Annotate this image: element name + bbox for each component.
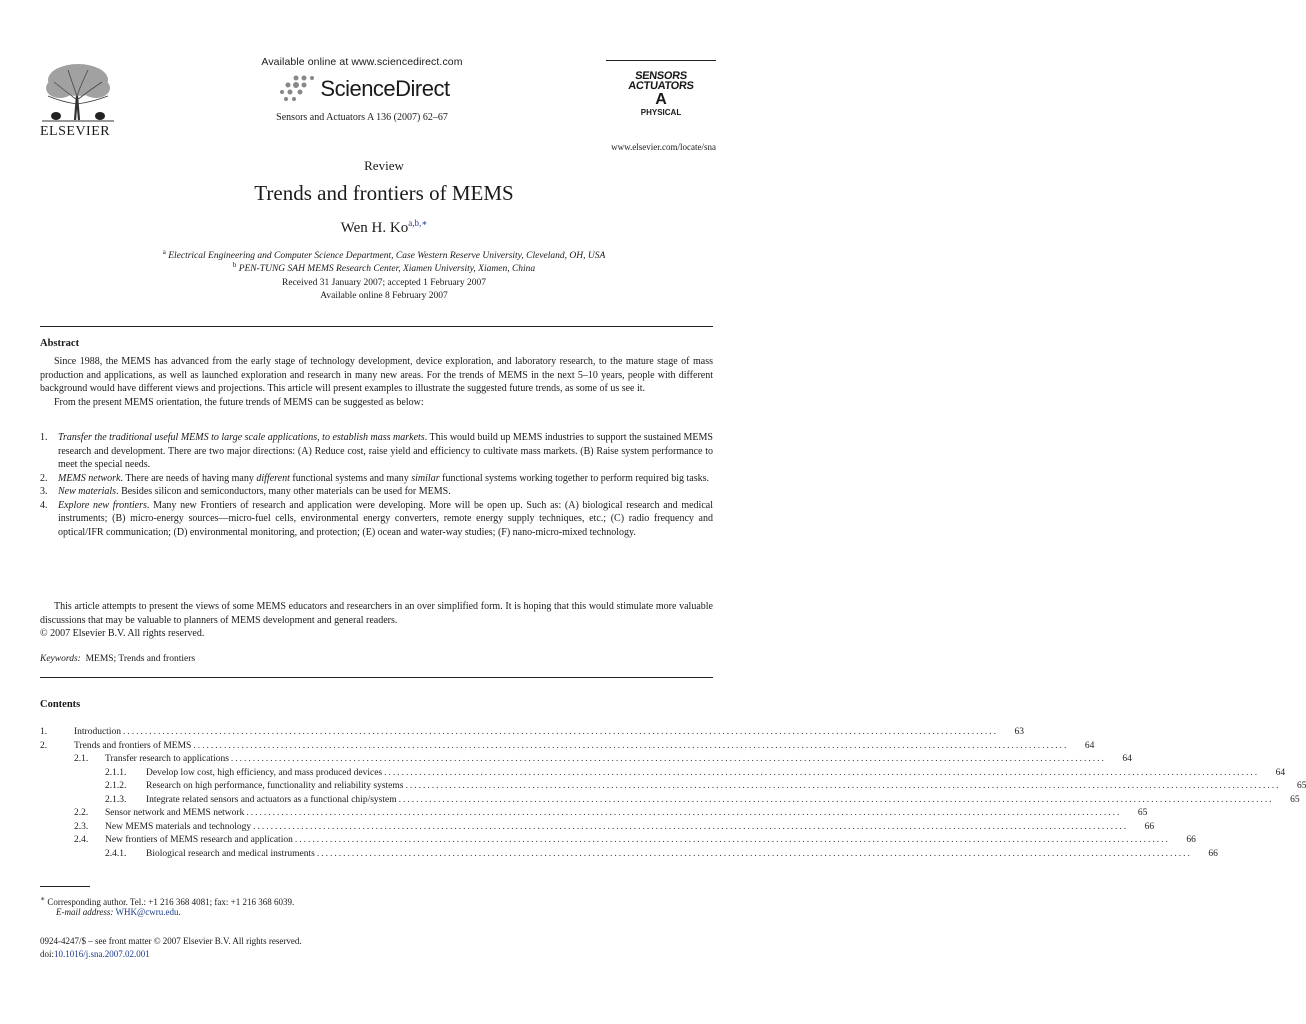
toc-entry[interactable] — [40, 754, 1132, 768]
toc-entry[interactable] — [40, 808, 1148, 822]
list-emphasis: similar — [411, 472, 440, 484]
abstract-heading: Abstract — [40, 338, 80, 349]
toc-number: 2.1.3. — [105, 794, 127, 805]
table-of-contents — [40, 727, 1306, 862]
email-label: E-mail address: — [56, 907, 114, 917]
toc-leader: ........................................................................................................................................................................................................ — [294, 835, 1170, 845]
abstract-paragraph: From the present MEMS orientation, the future trends of MEMS can be suggested as below: — [54, 396, 424, 408]
toc-entry[interactable] — [40, 794, 1300, 809]
list-number: 3. — [40, 486, 48, 497]
list-text: . There are needs of having many — [120, 472, 257, 484]
toc-page: 66 — [1208, 848, 1218, 859]
sciencedirect-wordmark: ScienceDirect — [320, 76, 450, 101]
toc-title: Sensor network and MEMS network — [105, 808, 245, 818]
toc-number: 1. — [40, 727, 48, 737]
toc-page: 64 — [1122, 754, 1132, 764]
journal-logo-line2: ACTUATORS — [627, 80, 695, 92]
toc-title: New frontiers of MEMS research and application — [105, 835, 293, 845]
toc-entry[interactable] — [40, 835, 1196, 849]
toc-entry[interactable] — [40, 740, 1095, 755]
article-title: Trends and frontiers of MEMS — [254, 181, 514, 205]
abstract-paragraph: This article attempts to present the views of some MEMS educators and researchers in an over simplified form. It is hoping that this would stimulate more valuable discussions that may be valuable to planners of MEMS development and general readers. — [40, 601, 713, 626]
elsevier-logo — [40, 60, 118, 140]
contents-heading: Contents — [40, 699, 81, 710]
toc-title: New MEMS materials and technology — [105, 821, 252, 832]
received-dates: Received 31 January 2007; accepted 1 February 2007 — [282, 278, 486, 288]
corresponding-text: Corresponding author. Tel.: +1 216 368 4081; fax: +1 216 368 6039. — [47, 897, 295, 907]
toc-title: Biological research and medical instruments — [146, 848, 315, 859]
footnote-divider — [40, 886, 90, 887]
publisher-name: ELSEVIER — [40, 124, 111, 139]
list-text: functional systems and many — [289, 472, 412, 484]
toc-number: 2.3. — [74, 821, 89, 832]
toc-page: 65 — [1290, 794, 1300, 805]
list-text: . Many new Frontiers of research and application were developing. More will be open up. Such as: (A) biological research and medical instruments; (B) micro-energy sources—micro-fuel cells, environmental energy converters, remote energy supply techniques, etc.; (C) radio frequency and optical/IFR communication; (D) environmental monitoring, and protection; (E) ocean and water-way studies; (F) nano-micro-mixed technology. — [58, 499, 713, 538]
toc-page: 64 — [1275, 767, 1286, 778]
author-line — [0, 218, 768, 237]
affiliation-mark: a — [162, 248, 166, 256]
toc-page: 65 — [1137, 808, 1148, 818]
toc-leader: ........................................................................................................................................................................................................ — [253, 821, 1129, 832]
list-emphasis: different — [256, 472, 290, 484]
toc-leader: ........................................................................................................................................................................................................ — [405, 781, 1281, 791]
toc-title: Trends and frontiers of MEMS — [74, 740, 192, 751]
affiliation-mark: b — [232, 261, 237, 269]
toc-page: 66 — [1186, 835, 1196, 845]
keywords-value: MEMS; Trends and frontiers — [85, 654, 196, 664]
toc-page: 64 — [1084, 740, 1095, 751]
toc-leader: ........................................................................................................................................................................................................ — [230, 754, 1106, 764]
keywords-label: Keywords: — [40, 654, 81, 664]
affiliation-a — [0, 248, 768, 261]
list-item — [40, 485, 713, 499]
list-item — [40, 472, 713, 486]
list-lead: Explore new frontiers — [58, 499, 147, 511]
elsevier-tree-icon — [42, 60, 114, 122]
toc-leader: ........................................................................................................................................................................................................ — [316, 848, 1192, 859]
journal-logo-letter: A — [655, 91, 667, 108]
doi-link[interactable]: 10.1016/j.sna.2007.02.001 — [54, 949, 150, 959]
journal-logo-section: PHYSICAL — [640, 108, 682, 117]
list-text: . This would build up MEMS industries to support the sustained MEMS research and development. There are two major directions: (A) Reduce cost, raise yield and efficiency to cultivate mass markets. (B) Raise system performance to meet the special needs. — [58, 432, 713, 470]
toc-page: 65 — [1296, 781, 1306, 791]
author-affiliation-marks[interactable]: a,b,∗ — [408, 218, 428, 228]
toc-leader: ........................................................................................................................................................................................................ — [193, 740, 1069, 751]
available-online-text: Available online at www.sciencedirect.com — [261, 56, 463, 68]
abstract-closing — [40, 600, 713, 641]
list-text: . Besides silicon and semiconductors, many other materials can be used for MEMS. — [116, 486, 451, 497]
journal-url[interactable]: www.elsevier.com/locate/sna — [611, 142, 716, 152]
front-matter: 0924-4247/$ – see front matter © 2007 Elsevier B.V. All rights reserved. — [40, 936, 302, 946]
list-text: functional systems working together to perform required big tasks. — [439, 472, 709, 484]
toc-leader: ........................................................................................................................................................................................................ — [398, 794, 1274, 805]
abstract-body — [40, 355, 713, 409]
author-name: Wen H. Ko — [340, 220, 409, 236]
toc-title: Transfer research to applications — [105, 754, 229, 764]
toc-number: 2.1.1. — [105, 767, 127, 778]
toc-entry[interactable] — [40, 767, 1286, 782]
doi-label: doi: — [40, 949, 55, 959]
toc-entry[interactable] — [40, 781, 1306, 795]
corresponding-author-note — [40, 894, 294, 907]
list-number: 2. — [40, 472, 48, 484]
footnote-mark: ∗ — [40, 894, 46, 903]
abstract-paragraph: Since 1988, the MEMS has advanced from the early stage of technology development, device exploration, and laboratory research, to the mature stage of mass production and applications, as well as launched exploration and research in many new areas. For the trends of MEMS in the next 5–10 years, people with different background would have different views and projections. This article will present examples to illustrate the suggested future trends, as some of us see it. — [40, 356, 713, 394]
copyright: © 2007 Elsevier B.V. All rights reserved. — [40, 628, 205, 639]
list-lead: Transfer the traditional useful MEMS to large scale applications, to establish mass markets — [58, 432, 425, 443]
toc-number: 2. — [40, 740, 48, 751]
toc-page: 63 — [1014, 727, 1024, 737]
list-item — [40, 499, 713, 540]
trends-list — [40, 431, 713, 539]
toc-number: 2.2. — [74, 808, 89, 818]
sciencedirect-banner — [246, 56, 478, 123]
list-number: 4. — [40, 499, 48, 511]
doi-line — [40, 949, 150, 959]
list-lead: New materials — [58, 486, 117, 497]
affiliation-text: PEN-TUNG SAH MEMS Research Center, Xiamen University, Xiamen, China — [238, 264, 536, 275]
email-end: . — [178, 907, 181, 917]
toc-page: 66 — [1144, 821, 1155, 832]
toc-leader: ........................................................................................................................................................................................................ — [384, 767, 1260, 778]
toc-entry[interactable] — [40, 727, 1024, 741]
toc-number: 2.4. — [74, 835, 89, 845]
toc-title: Develop low cost, high efficiency, and mass produced devices — [146, 767, 383, 778]
keywords — [40, 654, 195, 664]
affiliation-text: Electrical Engineering and Computer Science Department, Case Western Reserve University, Cleveland, OH, USA — [168, 251, 606, 262]
article-type: Review — [364, 158, 404, 173]
toc-entry[interactable] — [40, 821, 1155, 836]
toc-title: Introduction — [74, 727, 121, 737]
toc-leader: ........................................................................................................................................................................................................ — [246, 808, 1122, 818]
journal-logo-line1: SENSORS — [634, 70, 688, 82]
email-link[interactable]: WHK@cwru.edu — [115, 907, 179, 917]
list-item — [40, 431, 713, 472]
section-divider — [40, 326, 713, 327]
toc-title: Research on high performance, functionality and reliability systems — [146, 781, 404, 791]
toc-leader: ........................................................................................................................................................................................................ — [122, 727, 998, 737]
section-divider — [40, 677, 713, 678]
journal-citation: Sensors and Actuators A 136 (2007) 62–67 — [276, 112, 448, 123]
sciencedirect-dots-icon — [274, 74, 318, 104]
toc-entry[interactable] — [40, 848, 1218, 863]
affiliation-b — [0, 261, 768, 274]
email-note — [56, 907, 181, 917]
toc-number: 2.1.2. — [105, 781, 127, 791]
list-lead: MEMS network — [58, 472, 121, 484]
online-date: Available online 8 February 2007 — [320, 291, 448, 301]
toc-number: 2.4.1. — [105, 848, 127, 859]
journal-logo — [606, 60, 716, 137]
list-number: 1. — [40, 432, 48, 443]
toc-number: 2.1. — [74, 754, 89, 764]
toc-title: Integrate related sensors and actuators as a functional chip/system — [146, 794, 397, 805]
